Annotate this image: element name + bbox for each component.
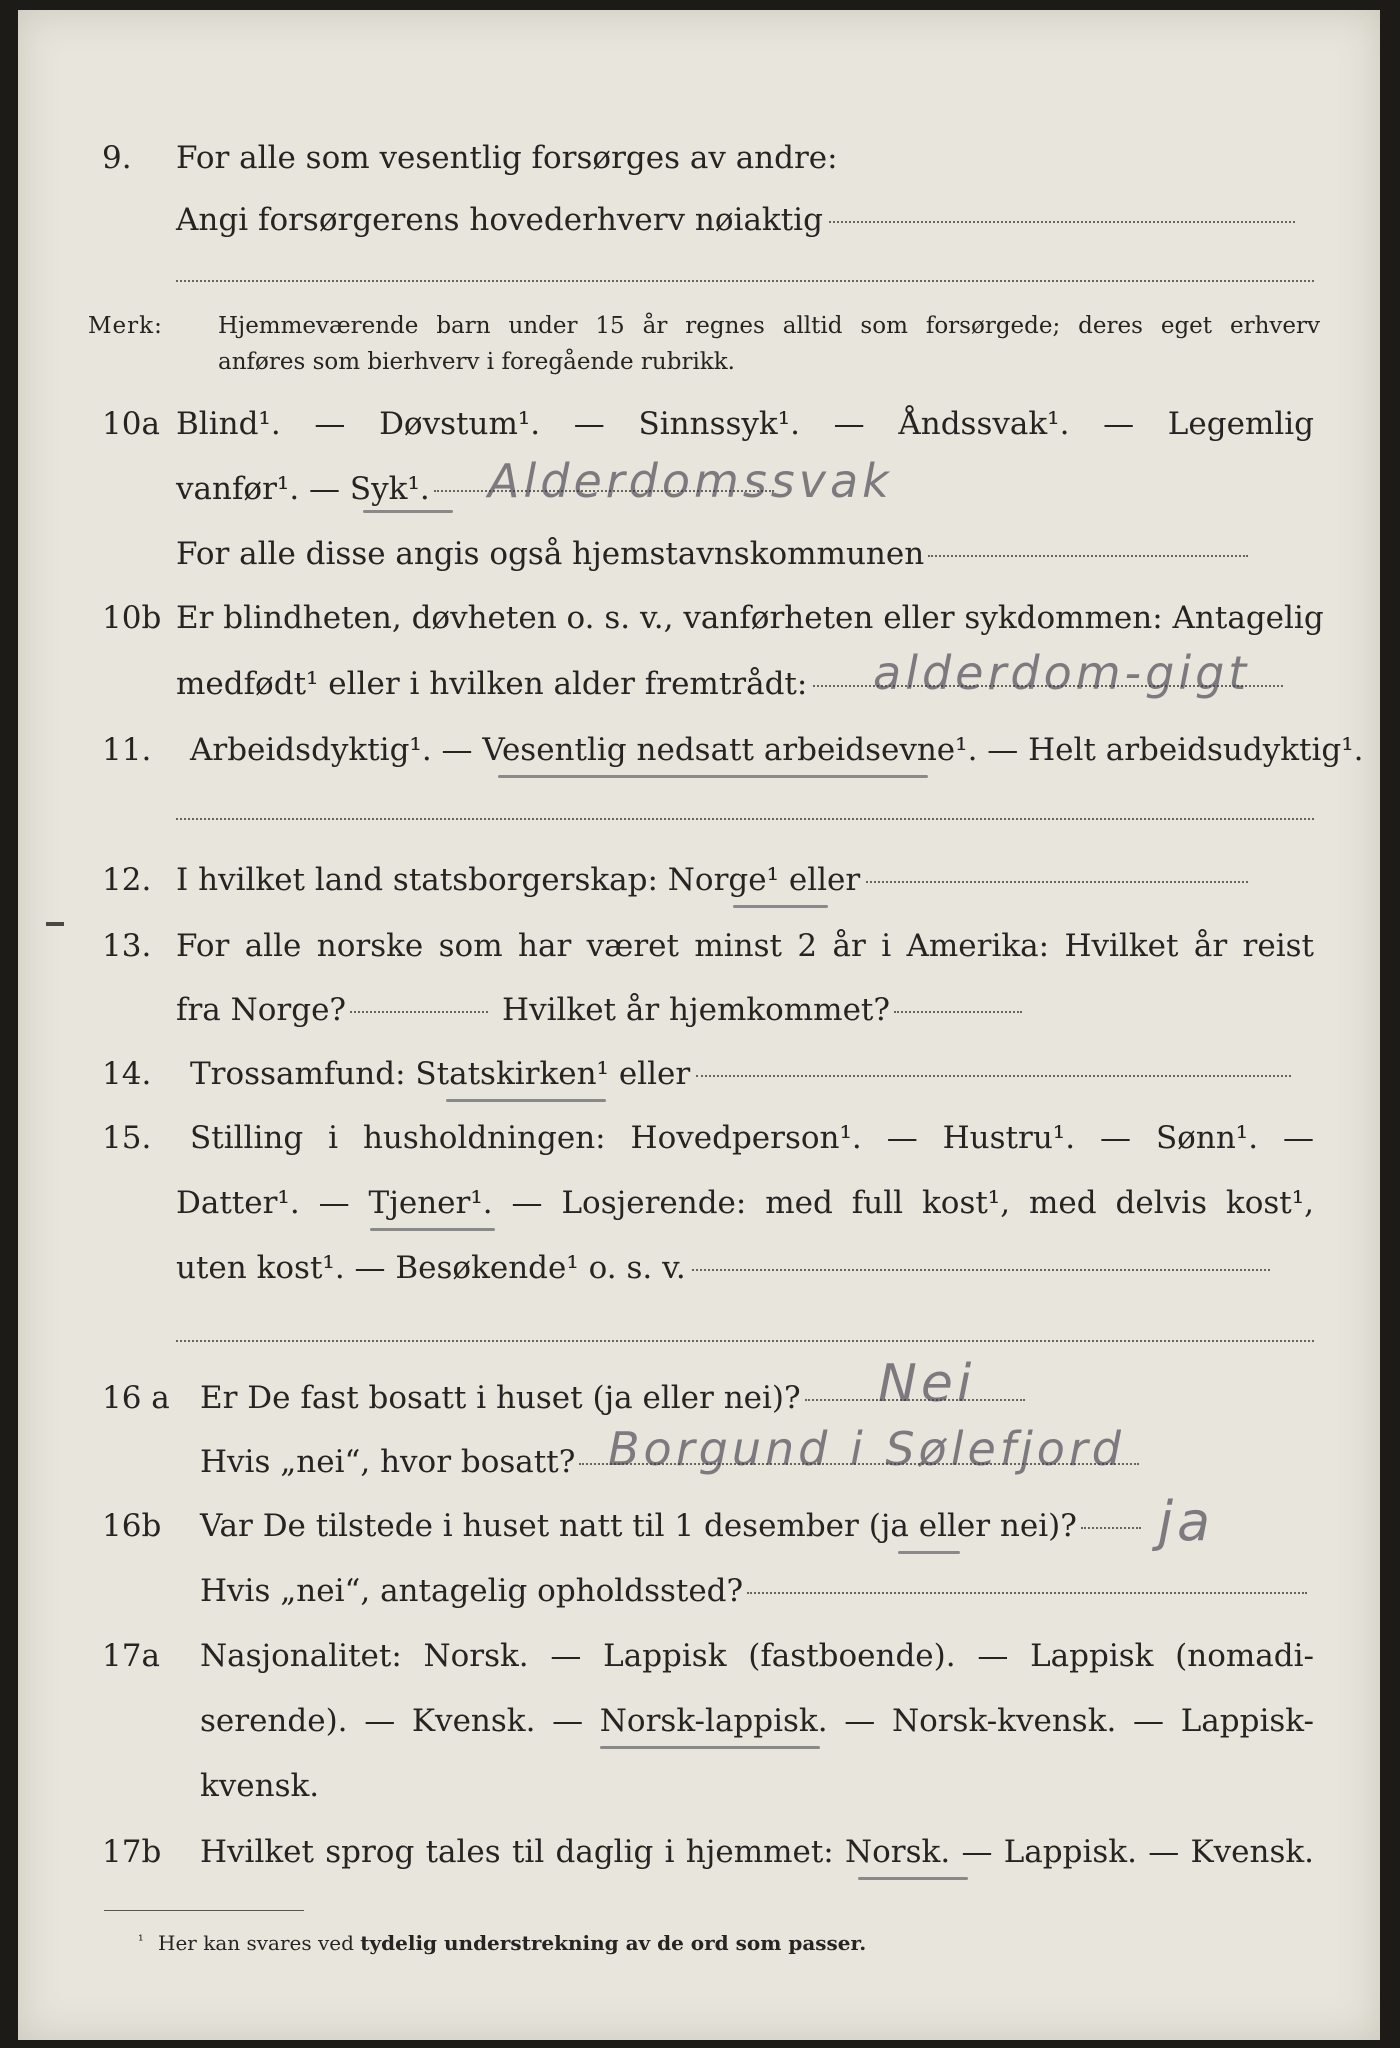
q14-row-1	[18, 1050, 1380, 1098]
q10b-handwritten-answer: alderdom-gigt	[873, 646, 1251, 700]
merk-text-1: Hjemmeværende barn under 15 år regnes alltid som forsørgede; deres eget erhverv	[218, 313, 1320, 339]
q15-row-2	[18, 1179, 1380, 1227]
q12-number: 12.	[102, 862, 152, 898]
q13-text-2	[176, 986, 1022, 1034]
q15-text-1: Stilling i husholdningen: Hovedperson¹. — Hustru¹. — Sønn¹. —	[190, 1120, 1314, 1156]
q15-answer-line[interactable]	[692, 1269, 1270, 1271]
footnote	[138, 1928, 867, 1958]
footnote-text-b: tydelig understrekning av de ord som passer.	[360, 1931, 867, 1955]
q16a-number: 16 a	[102, 1380, 170, 1416]
q16b-handwritten-answer: ja	[1158, 1490, 1215, 1553]
footnote-mark: ¹	[138, 1933, 144, 1949]
q9-row-2	[18, 196, 1380, 244]
q15-underline	[370, 1228, 495, 1231]
q10a-number: 10a	[102, 406, 160, 442]
q13-row-1	[18, 922, 1380, 970]
q17a-number: 17a	[102, 1638, 160, 1674]
q12-text-1	[176, 856, 1248, 904]
q15-text-2: Datter¹. — Tjener¹. — Losjerende: med full kost¹, med delvis kost¹,	[176, 1185, 1314, 1221]
q13-reist-line[interactable]	[350, 1011, 488, 1013]
footnote-rule	[104, 1910, 304, 1911]
q16a-handwritten-answer: Nei	[878, 1354, 976, 1414]
q16b-underline	[898, 1551, 960, 1554]
census-form-page	[18, 10, 1380, 2040]
q10b-text-1: Er blindheten, døvheten o. s. v., vanførheten eller sykdommen: Antagelig	[176, 600, 1324, 636]
q10a-text-2-label: vanfør¹. — Syk¹.	[176, 471, 430, 507]
q10a-text-1: Blind¹. — Døvstum¹. — Sinnssyk¹. — Åndssvak¹. — Legemlig	[176, 406, 1314, 442]
q13-reist-label: fra Norge?	[176, 992, 347, 1028]
q17a-text-3: kvensk.	[200, 1768, 320, 1804]
q13-text-1: For alle norske som har været minst 2 år i Amerika: Hvilket år reist	[176, 928, 1314, 964]
form-content	[18, 10, 1380, 2040]
q9-row-1	[18, 134, 1380, 182]
q13-hjemkommet-line[interactable]	[894, 1011, 1022, 1013]
q17a-row-2	[18, 1697, 1380, 1745]
q10a-kommune-line[interactable]	[928, 555, 1248, 557]
q10a-text-3-label: For alle disse angis også hjemstavnskommunen	[176, 536, 925, 572]
q11-text-1: Arbeidsdyktig¹. — Vesentlig nedsatt arbeidsevne¹. — Helt arbeidsudyktig¹.	[190, 732, 1364, 768]
q13-hjemkommet-label: Hvilket år hjemkommet?	[502, 992, 891, 1028]
q9-answer-line-2[interactable]	[176, 280, 1314, 282]
q14-answer-line[interactable]	[696, 1075, 1291, 1077]
q12-text-1-label: I hvilket land statsborgerskap: Norge¹ eller	[176, 862, 861, 898]
q10a-syk-underline	[363, 510, 453, 513]
q10a-handwritten-answer: Alderdomssvak	[488, 454, 893, 508]
q13-number: 13.	[102, 928, 152, 964]
q16a-row-1	[18, 1374, 1380, 1422]
q12-underline	[733, 905, 828, 908]
q11-number: 11.	[102, 732, 152, 768]
q17b-text-1: Hvilket sprog tales til daglig i hjemmet: Norsk. — Lappisk. — Kvensk.	[200, 1834, 1314, 1870]
q11-underline	[498, 775, 928, 778]
q16b-opholdssted-line[interactable]	[747, 1592, 1307, 1594]
q14-text-1-label: Trossamfund: Statskirken¹ eller	[190, 1056, 691, 1092]
q11-answer-line[interactable]	[176, 818, 1314, 820]
q17b-number: 17b	[102, 1834, 162, 1870]
q9-number: 9.	[102, 140, 132, 176]
q16b-text-2-label: Hvis „nei“, antagelig opholdssted?	[200, 1573, 744, 1609]
q15-row-1	[18, 1114, 1380, 1162]
q16b-text-2	[200, 1567, 1307, 1615]
q11-row-1	[18, 726, 1380, 774]
q16b-text-1	[200, 1502, 1141, 1550]
q9-text-2	[176, 196, 1295, 244]
q10a-row-3	[18, 530, 1380, 578]
merk-label: Merk:	[88, 313, 163, 339]
footnote-text-a: Her kan svares ved	[158, 1931, 354, 1955]
q16a-handwritten-bosatt: Borgund i Sølefjord	[608, 1422, 1125, 1476]
q10b-text-2-label: medfødt¹ eller i hvilken alder fremtrådt:	[176, 666, 808, 702]
q9-text-2-label: Angi forsørgerens hovederhverv nøiaktig	[176, 202, 823, 238]
q10a-text-3	[176, 530, 1248, 578]
q16a-text-1-label: Er De fast bosatt i huset (ja eller nei)?	[200, 1380, 801, 1416]
q14-number: 14.	[102, 1056, 152, 1092]
q17b-underline	[858, 1877, 968, 1880]
q15-text-3	[176, 1244, 1270, 1292]
merk-text-2: anføres som bierhverv i foregående rubrikk.	[218, 349, 735, 375]
q17a-underline	[600, 1746, 820, 1749]
q16b-number: 16b	[102, 1508, 162, 1544]
q17a-row-3	[18, 1762, 1380, 1810]
q15-answer-line-2[interactable]	[176, 1340, 1314, 1342]
q12-answer-line[interactable]	[866, 881, 1248, 883]
q13-row-2	[18, 986, 1380, 1034]
q17a-text-2: serende). — Kvensk. — Norsk-lappisk. — Norsk-kvensk. — Lappisk-	[200, 1703, 1314, 1739]
q12-row-1	[18, 856, 1380, 904]
q10b-row-1	[18, 594, 1380, 642]
q16b-row-2	[18, 1567, 1380, 1615]
q14-underline	[446, 1099, 606, 1102]
q14-text-1	[190, 1050, 1291, 1098]
q15-number: 15.	[102, 1120, 152, 1156]
q16b-text-1-label: Var De tilstede i huset natt til 1 desember (ja eller nei)?	[200, 1508, 1077, 1544]
q16b-answer-line[interactable]	[1081, 1527, 1141, 1529]
q17b-row-1	[18, 1828, 1380, 1876]
q9-answer-line[interactable]	[829, 221, 1295, 223]
q17a-row-1	[18, 1632, 1380, 1680]
q16a-text-2-label: Hvis „nei“, hvor bosatt?	[200, 1444, 576, 1480]
q9-text-1: For alle som vesentlig forsørges av andre:	[176, 140, 838, 176]
q17a-text-1: Nasjonalitet: Norsk. — Lappisk (fastboende). — Lappisk (nomadi-	[200, 1638, 1314, 1674]
q15-row-3	[18, 1244, 1380, 1292]
q10a-row-1	[18, 400, 1380, 448]
q10b-number: 10b	[102, 600, 162, 636]
q15-text-3-label: uten kost¹. — Besøkende¹ o. s. v.	[176, 1250, 686, 1286]
